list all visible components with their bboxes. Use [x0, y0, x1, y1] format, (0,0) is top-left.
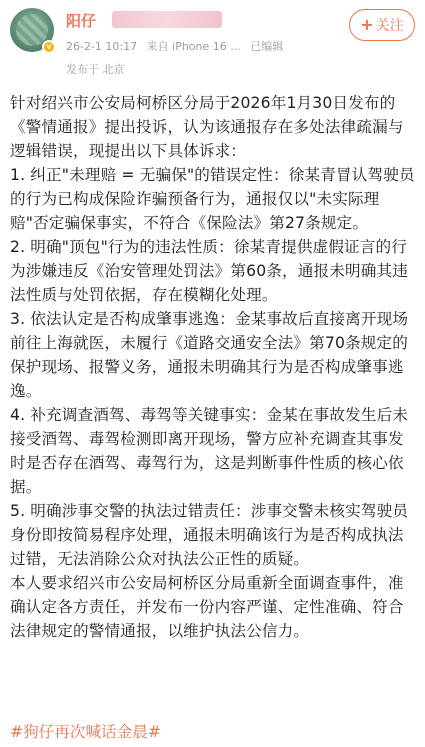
- post-header: [0, 0, 425, 84]
- post-paragraph-3: 3. 依法认定是否构成肇事逃逸：金某事故后直接离开现场前往上海就医，未履行《道路交通安全法》第70条规定的保护现场、报警义务，通报未明确其行为是否构成肇事逃逸。: [10, 310, 409, 400]
- plus-icon: +: [360, 15, 374, 34]
- username-redaction: [112, 11, 222, 28]
- edited-label[interactable]: 已编辑: [250, 40, 284, 53]
- verified-badge-icon: v: [42, 40, 56, 54]
- post-paragraph-conclusion: 本人要求绍兴市公安局柯桥区分局重新全面调查事件，准确认定各方责任，并发布一份内容严谨、定性准确、符合法律规定的警情通报，以维护执法公信力。: [10, 574, 404, 640]
- follow-label: 关注: [375, 18, 404, 34]
- post-paragraph-intro: 针对绍兴市公安局柯桥区分局于2026年1月30日发布的《警情通报》提出投诉，认为该通报存在多处法律疏漏与逻辑错误，现提出以下具体诉求：: [10, 94, 404, 160]
- post-location: 发布于 北京: [66, 63, 125, 76]
- post-paragraph-5: 5. 明确涉事交警的执法过错责任：涉事交警未核实驾驶员身份即按简易程序处理，通报未明确该行为是否构成执法过错，无法消除公众对执法公正性的质疑。: [10, 502, 409, 568]
- post-paragraph-2: 2. 明确"顶包"行为的违法性质：徐某青提供虚假证言的行为涉嫌违反《治安管理处罚法》第60条，通报未明确其违法性质与处罚依据，存在模糊化处理。: [10, 238, 408, 304]
- username[interactable]: 阳仔: [66, 12, 97, 30]
- post-timestamp: 26-2-1 10:17: [66, 40, 138, 53]
- post-source: 来自 iPhone 16 ...: [146, 40, 241, 53]
- post-paragraph-4: 4. 补充调查酒驾、毒驾等关键事实：金某在事故发生后未接受酒驾、毒驾检测即离开现场，警方应补充调查其事发时是否存在酒驾、毒驾行为，这是判断事件性质的核心依据。: [10, 406, 409, 496]
- post-paragraph-1: 1. 纠正"未理赔 = 无骗保"的错误定性：徐某青冒认驾驶员的行为已构成保险诈骗预备行为，通报仅以"未实际理赔"否定骗保事实，不符合《保险法》第27条规定。: [10, 166, 415, 232]
- post-meta: [66, 38, 289, 54]
- post-body: [10, 91, 415, 643]
- follow-button[interactable]: [349, 9, 415, 41]
- hashtag-link[interactable]: #狗仔再次喊话金晨#: [10, 723, 161, 741]
